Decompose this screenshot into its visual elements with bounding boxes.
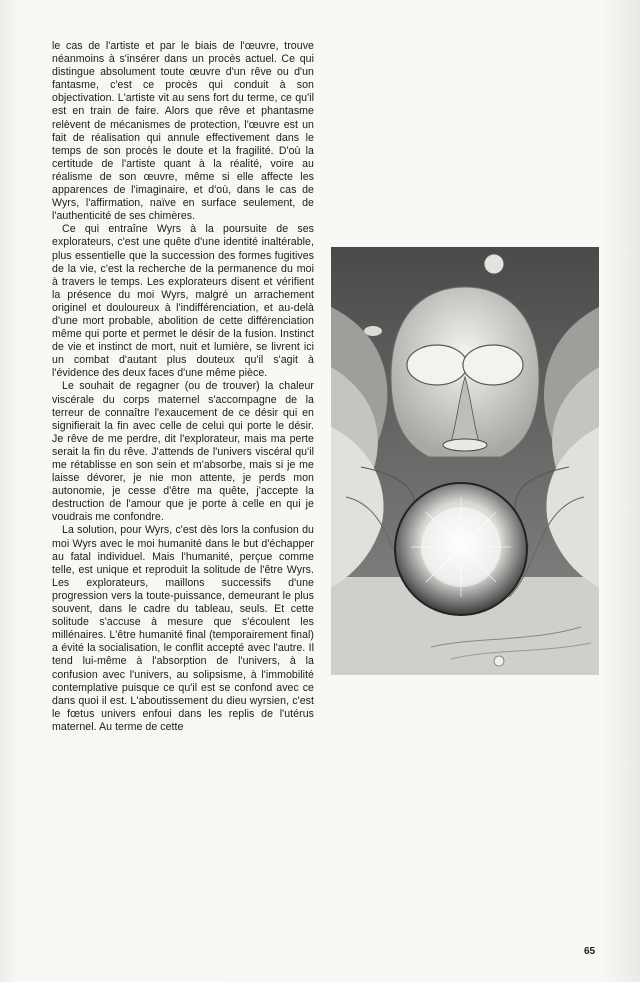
- body-paragraph-4: La solution, pour Wyrs, c'est dès lors la confusion du moi Wyrs avec le moi humanité dans le but d'échapper au fatal individuel. Mais l'humanité, perçue comme telle, est unique et reproduit la solitude de l'être Wyrs. Les explorateurs, maillons successifs d'une progression vers la toute-puissance, demeurant le plus souvent, dans le cadre du tableau, seuls. Et cette solitude s'accuse à mesure que s'écoulent les millénaires. L'être humanité final (temporairement final) a évité la socialisation, le conflit accepté avec l'autre. Il tend lui-même à l'absorption de l'univers, à la confusion avec l'univers, au solipsisme, à l'immobilité contemplative puisque ce qu'il est se confond avec ce dans quoi il est. L'aboutissement du dieu wyrsien, c'est le fœtus univers enfoui dans les replis de l'utérus maternel. Au terme de cette: [52, 524, 314, 733]
- surreal-painting-illustration: [331, 247, 599, 675]
- painting-image: [331, 247, 599, 675]
- body-paragraph-3: Le souhait de regagner (ou de trouver) la chaleur viscérale du corps maternel s'accompagne de la terreur de connaître l'exaucement de ce désir qui en signifierait la fin avec celle de celui qui porte le désir. Je rêve de me perdre, dit l'explorateur, mais ma perte serait la fin du rêve. J'attends de l'univers viscéral qu'il me rétablisse en son sein et m'absorbe, mais si je me laisse dévorer, je nie mon attente, je perds mon autonomie, je cesse d'être ma quête, j'accepte la destruction de l'amour que je porte à celle en qui je voudrais me confondre.: [52, 380, 314, 524]
- body-text-column: [52, 40, 314, 920]
- page-number: 65: [584, 946, 596, 957]
- body-paragraph-1: le cas de l'artiste et par le biais de l'œuvre, trouve néanmoins à s'insérer dans un procès actuel. Ce qui distingue absolument toute œuvre d'un rêve ou d'un fantasme, c'est ce procès qui conduit à son objectivation. L'artiste vit au sens fort du terme, ce qu'il est en train de faire. Alors que rêve et phantasme relèvent de mécanismes de protection, l'œuvre est un fait de réalisation qui annule effectivement dans le temps de son procès le doute et la fragilité. D'où la certitude de l'artiste quant à la réalité, voire au réalisme de son œuvre, même si elle affecte les apparences de l'imaginaire, et d'où, dans le cas de Wyrs, l'affirmation, naïve en surface seulement, de l'authenticité de ses chimères.: [52, 40, 314, 223]
- body-paragraph-2: Ce qui entraîne Wyrs à la poursuite de ses explorateurs, c'est une quête d'une identité inaltérable, plus essentielle que la succession des formes fugitives de la vie, c'est la recherche de la permanence du moi à travers le temps. Les explorateurs disent et vérifient la présence du moi Wyrs, malgré un arrachement originel et douloureux à l'indifférenciation, et au-delà d'une mort probable, abolition de cette différenciation même qui porte et permet le désir de la fusion. Instinct de vie et instinct de mort, nuit et lumière, se livrent ici un combat d'autant plus douteux qu'il s'agit à l'évidence des deux faces d'une même pièce.: [52, 223, 314, 380]
